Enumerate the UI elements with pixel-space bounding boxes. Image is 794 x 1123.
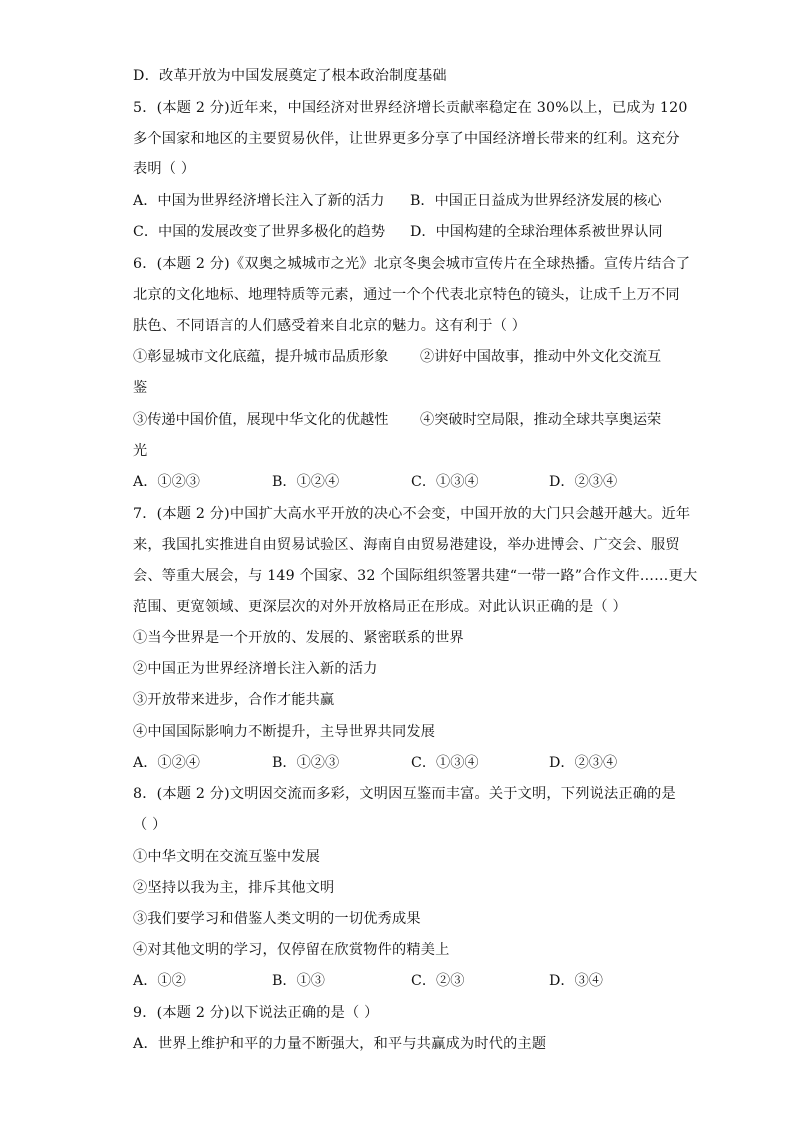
q9-stem: 9．(本题 2 分)以下说法正确的是（ ） [133,1005,379,1021]
q8-stem-line: （ ） [133,817,167,833]
q7-stem-line: 7．(本题 2 分)中国扩大高水平开放的决心不会变，中国开放的大门只会越开越大。近年 [133,506,691,522]
q8-stem-line: 8．(本题 2 分)文明因交流而多彩，文明因互鉴而丰富。关于文明，下列说法正确的是 [133,786,676,802]
q5-stem-line: 多个国家和地区的主要贸易伙伴，让世界更多分享了中国经济增长带来的红利。这充分 [133,131,680,147]
q7-item: ②中国正为世界经济增长注入新的活力 [133,661,378,677]
q7-stem-line: 会、等重大展会，与 149 个国家、32 个国际组织签署共建“一带一路”合作文件……更大 [133,568,698,584]
q6-item-2-wrap: 鉴 [133,380,148,396]
q8-item: ④对其他文明的学习，仅停留在欣赏物件的精美上 [133,942,450,958]
q6-option-a: A．①②③ [133,474,200,490]
q8-item: ②坚持以我为主，排斥其他文明 [133,880,335,896]
q8-item: ③我们要学习和借鉴人类文明的一切优秀成果 [133,911,421,927]
q6-stem-line: 肤色、不同语言的人们感受着来自北京的魅力。这有利于（ ） [133,318,527,334]
q6-stem-line: 6．(本题 2 分)《双奥之城城市之光》北京冬奥会城市宣传片在全球热播。宣传片结合了 [133,256,691,272]
q6-stem-line: 北京的文化地标、地理特质等元素，通过一个个代表北京特色的镜头，让成千上万不同 [133,287,680,303]
q6-option-b: B．①②④ [272,474,340,490]
q7-stem-line: 来，我国扎实推进自由贸易试验区、海南自由贸易港建设，举办进博会、广交会、服贸 [133,537,680,553]
q7-option-d: D．②③④ [549,755,618,771]
q7-item: ①当今世界是一个开放的、发展的、紧密联系的世界 [133,630,464,646]
q5-stem-line: 表明（ ） [133,161,196,177]
q8-option-d: D．③④ [549,973,603,989]
q4-option-d: D．改革开放为中国发展奠定了根本政治制度基础 [133,68,447,84]
q5-option-c: C．中国的发展改变了世界多极化的趋势 [133,224,386,240]
q7-item: ④中国国际影响力不断提升，主导世界共同发展 [133,724,436,740]
q5-option-d: D．中国构建的全球治理体系被世界认同 [410,224,663,240]
q6-option-c: C．①③④ [411,474,479,490]
q9-option-a: A．世界上维护和平的力量不断强大，和平与共赢成为时代的主题 [133,1036,547,1052]
q5-option-a: A．中国为世界经济增长注入了新的活力 [133,193,385,209]
q6-item-4: ④突破时空局限，推动全球共享奥运荣 [420,412,662,428]
q6-item-1: ①彰显城市文化底蕴，提升城市品质形象 [133,349,389,365]
q8-option-c: C．②③ [411,973,465,989]
q7-option-b: B．①②③ [272,755,340,771]
q6-item-2: ②讲好中国故事，推动中外文化交流互 [420,349,662,365]
q7-option-c: C．①③④ [411,755,479,771]
q6-item-4-wrap: 光 [133,443,148,459]
q5-option-b: B．中国正日益成为世界经济发展的核心 [410,193,662,209]
q8-option-a: A．①② [133,973,186,989]
q7-option-a: A．①②④ [133,755,200,771]
q5-stem-line: 5．(本题 2 分)近年来，中国经济对世界经济增长贡献率稳定在 30%以上，已成为 120 [133,100,688,116]
q6-item-3: ③传递中国价值，展现中华文化的优越性 [133,412,389,428]
q6-option-d: D．②③④ [549,474,618,490]
q8-option-b: B．①③ [272,973,325,989]
q7-stem-line: 范围、更宽领域、更深层次的对外开放格局正在形成。对此认识正确的是（ ） [133,599,627,615]
q7-item: ③开放带来进步，合作才能共赢 [133,692,335,708]
q8-item: ①中华文明在交流互鉴中发展 [133,849,321,865]
